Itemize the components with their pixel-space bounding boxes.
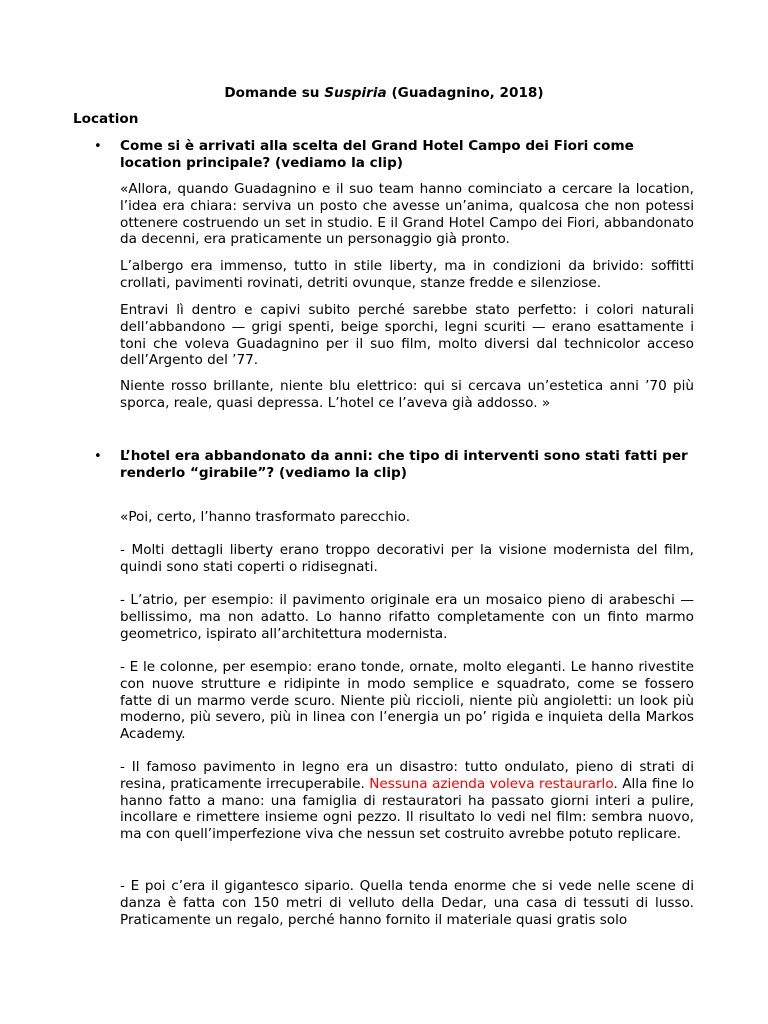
answer-2-paragraph: «Poi, certo, l’hanno trasformato parecchio. [120,509,411,525]
answer-2-paragraph: - L’atrio, per esempio: il pavimento originale era un mosaico pieno di arabeschi — bellissimo, ma non adatto. Lo hanno rifatto completamente con un finto marmo geometrico, ispirato all’architettura modernista. [120,592,694,642]
answer-2-paragraph: - E le colonne, per esempio: erano tonde, ornate, molto eleganti. Le hanno rivestite con nuove strutture e ridipinte in modo semplice e squadrato, come se fossero fatte di un marmo verde scuro. Niente più riccioli, niente più angioletti: un look più moderno, più severo, più in linea con l’energia un po’ rigida e inquieta della Markos Academy. [120,659,694,743]
answer-1-paragraph: L’albergo era immenso, tutto in stile liberty, ma in condizioni da brivido: soffitti crollati, pavimenti rovinati, detriti ovunque, stanze fredde e silenziose. [120,258,694,291]
section-heading: Location [73,111,139,127]
answer-2-paragraph-curtain: - E poi c’era il gigantesco sipario. Quella tenda enorme che si vede nelle scene di danza è fatta con 150 metri di velluto della Dedar, una casa di tessuti di lusso. Praticamente un regalo, perché hanno fornito il materiale quasi gratis solo [120,878,694,928]
title-film-name: Suspiria [324,85,387,101]
answer-2-paragraph-floor [120,759,694,843]
bullet-icon: • [94,139,102,154]
question-2: L’hotel era abbandonato da anni: che tipo di interventi sono stati fatti per renderlo “girabile”? (vediamo la clip) [120,448,688,481]
bullet-icon: • [94,449,102,464]
floor-text-continued: . Alla fine lo hanno fatto a mano: una famiglia di restauratori ha passato giorni interi a pulire, incollare e rimettere insieme ogni pezzo. Il risultato lo vedi nel film: sembra nuovo, ma con quell’imperfezione viva che nessun set costruito avrebbe potuto replicare. [120,775,695,843]
answer-2-paragraph: - Molti dettagli liberty erano troppo decorativi per la visione modernista del film, quindi sono stati coperti o ridisegnati. [120,542,694,575]
highlighted-text: Nessuna azienda voleva restaurarlo [369,775,614,792]
title-prefix: Domande su [224,85,325,101]
answer-1-paragraph: Niente rosso brillante, niente blu elettrico: qui si cercava un’estetica anni ’70 più sporca, reale, quasi depressa. L’hotel ce l’aveva già addosso. » [120,378,694,411]
question-1: Come si è arrivati alla scelta del Grand Hotel Campo dei Fiori come location principale? (vediamo la clip) [120,138,634,171]
title-suffix: (Guadagnino, 2018) [386,85,544,101]
answer-1-paragraph: «Allora, quando Guadagnino e il suo team hanno cominciato a cercare la location, l’idea era chiara: serviva un posto che avesse un’anima, qualcosa che non potessi ottenere costruendo un set in studio. E il Grand Hotel Campo dei Fiori, abbandonato da decenni, era praticamente un personaggio già pronto. [120,181,694,248]
document-title [0,84,768,102]
answer-1-paragraph: Entravi lì dentro e capivi subito perché sarebbe stato perfetto: i colori naturali dell’abbandono — grigi spenti, beige sporchi, legni scuriti — erano esattamente i toni che voleva Guadagnino per il suo film, molto diversi dal technicolor acceso dell’Argento del ’77. [120,302,694,369]
floor-text: - Il famoso pavimento in legno era un disastro: tutto ondulato, pieno di strati di resina, praticamente irrecuperabile. [120,759,694,792]
